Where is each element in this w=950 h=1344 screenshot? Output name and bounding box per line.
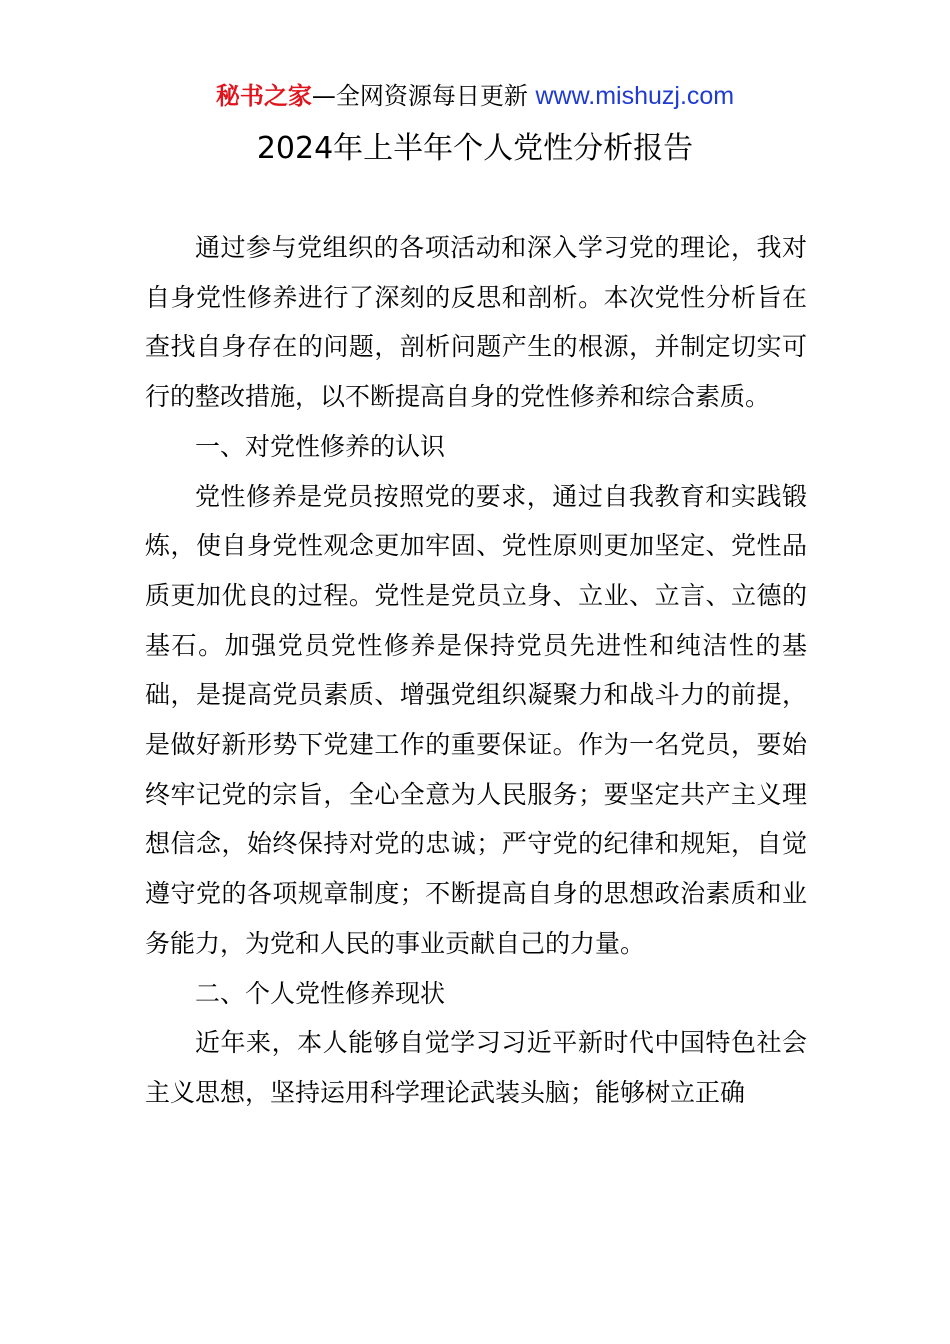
site-url-link[interactable]: www.mishuzj.com	[535, 82, 735, 110]
document-body	[145, 223, 807, 1118]
document-title: 2024年上半年个人党性分析报告	[256, 131, 694, 166]
brand-name: 秘书之家	[215, 82, 312, 110]
section-heading-2: 二、个人党性修养现状	[195, 978, 446, 1008]
section-paragraph-1: 党性修养是党员按照党的要求，通过自我教育和实践锻炼，使自身党性观念更加牢固、党性原则更加坚定、党性品质更加优良的过程。党性是党员立身、立业、立言、立德的基石。加强党员党性修养是保持党员先进性和纯洁性的基础，是提高党员素质、增强党组织凝聚力和战斗力的前提，是做好新形势下党建工作的重要保证。作为一名党员，要始终牢记党的宗旨，全心全意为人民服务；要坚定共产主义理想信念，始终保持对党的忠诚；严守党的纪律和规矩，自觉遵守党的各项规章制度；不断提高自身的思想政治素质和业务能力，为党和人民的事业贡献自己的力量。	[145, 481, 807, 958]
page-header	[0, 80, 950, 112]
section-paragraph-2: 近年来，本人能够自觉学习习近平新时代中国特色社会主义思想，坚持运用科学理论武装头脑；能够树立正确	[145, 1028, 807, 1107]
header-tagline: —全网资源每日更新	[311, 82, 536, 110]
section-heading-1: 一、对党性修养的认识	[195, 431, 446, 461]
intro-paragraph: 通过参与党组织的各项活动和深入学习党的理论，我对自身党性修养进行了深刻的反思和剖析。本次党性分析旨在查找自身存在的问题，剖析问题产生的根源，并制定切实可行的整改措施，以不断提高自身的党性修养和综合素质。	[145, 233, 807, 412]
